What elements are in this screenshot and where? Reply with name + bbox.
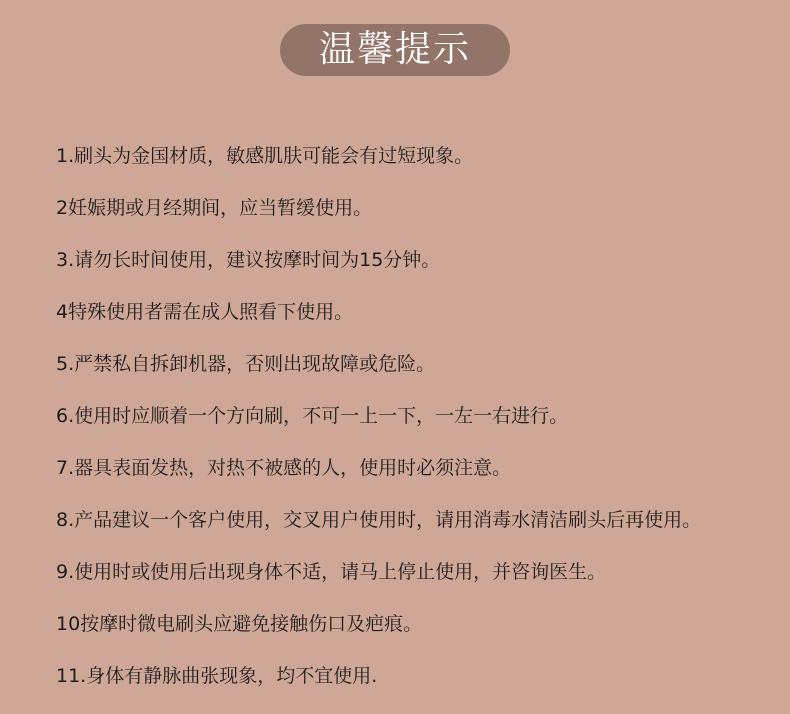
page-title: 温馨提示 [318, 29, 471, 70]
title-banner [280, 24, 510, 76]
tip-item-2: 2妊娠期或月经期间，应当暂缓使用。 [56, 196, 373, 219]
tip-item-4: 4特殊使用者需在成人照看下使用。 [56, 300, 354, 323]
tip-item-5: 5.严禁私自拆卸机器，否则出现故障或危险。 [56, 352, 436, 375]
tip-item-6: 6.使用时应顺着一个方向刷，不可一上一下，一左一右进行。 [56, 404, 569, 427]
tip-item-7: 7.器具表面发热，对热不被感的人，使用时必须注意。 [56, 456, 512, 479]
tip-item-11: 11.身体有静脉曲张现象，均不宜使用. [56, 664, 378, 687]
tip-item-3: 3.请勿长时间使用，建议按摩时间为15分钟。 [56, 248, 441, 271]
tip-item-8: 8.产品建议一个客户使用，交叉用户使用时，请用消毒水清洁刷头后再使用。 [56, 508, 702, 531]
tips-list [56, 130, 776, 702]
tip-item-9: 9.使用时或使用后出现身体不适，请马上停止使用，并咨询医生。 [56, 560, 607, 583]
tip-item-1: 1.刷头为金国材质，敏感肌肤可能会有过短现象。 [56, 144, 474, 167]
tip-item-10: 10按摩时微电刷头应避免接触伤口及疤痕。 [56, 612, 423, 635]
